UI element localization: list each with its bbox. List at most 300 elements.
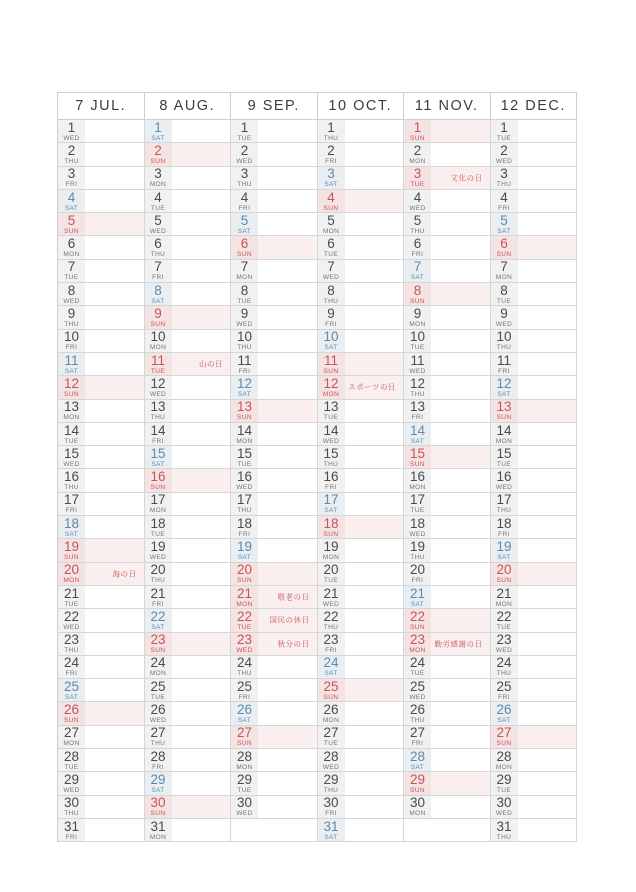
day-number: 18 [63,516,80,531]
day-cell-dec-30 [491,796,578,819]
day-of-week-label: SAT [324,670,338,678]
day-cell-jul-5 [58,213,145,236]
day-number-box [404,446,431,468]
day-cell-oct-16 [318,469,405,492]
day-cell-dec-14 [491,423,578,446]
day-number-box [318,400,345,422]
day-of-week-label: THU [150,251,166,259]
day-number: 6 [500,236,508,252]
day-number: 20 [63,562,80,578]
day-of-week-label: MON [236,600,253,608]
day-of-week-label: SUN [496,740,512,748]
day-of-week-label: THU [150,740,166,748]
day-number: 19 [236,539,253,554]
day-number: 10 [63,329,80,345]
day-number-box [231,400,258,422]
day-number-box [58,353,85,375]
day-number-box [404,609,431,631]
day-of-week-label: FRI [411,251,424,259]
day-number-box [404,120,431,142]
day-number-box [145,772,172,794]
day-cell-aug-4 [145,190,232,213]
day-number-box [318,563,345,585]
day-number: 19 [496,539,512,554]
day-number-box [145,283,172,305]
day-of-week-label: FRI [65,833,78,841]
day-of-week-label: MON [409,157,426,165]
day-number-box [231,726,258,748]
day-cell-oct-29 [318,772,405,795]
day-cell-nov-15 [404,446,491,469]
day-of-week-label: SUN [496,577,512,585]
day-number: 23 [323,632,339,648]
day-cell-aug-19 [145,539,232,562]
day-of-week-label: SUN [237,251,252,259]
day-number: 6 [327,236,335,252]
day-cell-oct-5 [318,213,405,236]
day-cell-aug-26 [145,702,232,725]
day-of-week-label: FRI [498,204,510,212]
day-number: 29 [496,772,512,787]
day-number: 27 [150,725,166,741]
day-cell-jul-29 [58,772,145,795]
day-of-week-label: THU [410,227,425,235]
day-of-week-label: FRI [411,740,424,748]
day-of-week-label: TUE [410,344,425,352]
day-number-box [145,446,172,468]
day-number: 22 [323,609,339,624]
day-number-box [58,539,85,561]
holiday-label: 海の日 [112,569,137,579]
day-number: 15 [496,446,512,461]
day-number-box [231,563,258,585]
day-number: 5 [413,213,422,228]
day-cell-aug-21 [145,586,232,609]
day-number-box [231,586,258,608]
day-number: 3 [240,166,249,182]
day-cell-aug-18 [145,516,232,539]
day-number-box [145,586,172,608]
day-cell-oct-18 [318,516,405,539]
day-number-box [231,283,258,305]
month-header-nov: 11 NOV. [404,93,491,120]
day-number-box [231,679,258,701]
day-number-box [491,749,518,771]
day-of-week-label: TUE [496,623,512,631]
day-of-week-label: WED [63,623,80,631]
day-cell-sep-1 [231,120,318,143]
month-header-sep: 9 SEP. [231,93,318,120]
day-of-week-label: MON [236,274,253,282]
day-cell-oct-4 [318,190,405,213]
day-number-box [491,213,518,235]
day-number: 2 [327,143,335,158]
day-cell-aug-22 [145,609,232,632]
day-number-box [231,423,258,445]
day-cell-aug-16 [145,469,232,492]
day-number-box [231,446,258,468]
day-number: 28 [496,749,512,764]
day-number: 13 [496,399,512,415]
day-of-week-label: TUE [150,204,166,212]
day-number-box [404,353,431,375]
day-cell-sep-27 [231,726,318,749]
day-number: 9 [240,306,249,322]
day-cell-nov-29 [404,772,491,795]
day-number: 21 [236,585,253,601]
day-number: 1 [154,120,162,135]
day-of-week-label: WED [322,274,340,282]
day-number: 7 [327,259,335,275]
day-of-week-label: TUE [323,740,339,748]
day-number-box [318,376,345,398]
day-cell-nov-1 [404,120,491,143]
day-cell-sep-18 [231,516,318,539]
day-number: 9 [327,306,335,322]
day-number-box [404,236,431,258]
day-cell-dec-8 [491,283,578,306]
day-number: 12 [323,376,339,391]
day-of-week-label: FRI [325,647,337,655]
day-number: 20 [150,562,166,578]
day-cell-sep-26 [231,702,318,725]
day-number-box [145,469,172,491]
day-cell-oct-6 [318,236,405,259]
day-of-week-label: MON [63,414,80,422]
day-cell-oct-9 [318,306,405,329]
day-cell-sep-11 [231,353,318,376]
day-number: 29 [150,772,166,787]
day-cell-jul-24 [58,656,145,679]
day-number-box [318,586,345,608]
day-number-box [145,749,172,771]
day-cell-sep-10 [231,330,318,353]
day-of-week-label: FRI [152,437,164,445]
day-number: 20 [323,562,339,578]
day-number: 17 [496,492,512,508]
day-number-box [404,749,431,771]
day-number: 5 [154,213,162,228]
day-of-week-label: THU [496,507,512,515]
day-number: 21 [63,585,80,601]
day-cell-jul-6 [58,236,145,259]
day-of-week-label: THU [496,181,512,189]
day-number-box [404,213,431,235]
day-number-box [145,353,172,375]
day-number: 21 [409,585,426,601]
day-number-box [231,236,258,258]
day-cell-nov-24 [404,656,491,679]
day-number-box [231,376,258,398]
day-number-box [318,306,345,328]
day-number-box [404,330,431,352]
day-number: 29 [323,772,339,787]
day-number-box [145,516,172,538]
day-number-box [318,190,345,212]
day-number: 10 [409,329,426,345]
day-cell-dec-5 [491,213,578,236]
day-number: 22 [409,609,426,624]
day-number: 31 [496,818,512,834]
day-number-box [404,306,431,328]
day-cell-jul-20 [58,563,145,586]
day-number-box [491,586,518,608]
day-number-box [145,167,172,189]
day-number-box [231,353,258,375]
day-number: 16 [409,469,426,485]
day-number: 1 [327,120,335,135]
day-of-week-label: WED [409,367,426,375]
day-number-box [318,283,345,305]
day-of-week-label: MON [236,763,253,771]
day-cell-dec-12 [491,376,578,399]
day-of-week-label: WED [236,647,253,655]
day-number: 10 [496,329,512,345]
day-cell-aug-17 [145,493,232,516]
day-cell-nov-22 [404,609,491,632]
day-of-week-label: SUN [410,134,425,142]
day-cell-jul-13 [58,400,145,423]
day-of-week-label: FRI [238,204,251,212]
day-number: 3 [500,166,508,182]
day-number: 24 [323,655,339,671]
day-number-box [318,609,345,631]
day-cell-jul-2 [58,143,145,166]
day-cell-aug-20 [145,563,232,586]
day-number-box [145,306,172,328]
day-number: 9 [500,306,508,322]
day-of-week-label: WED [322,437,340,445]
day-number-box [58,749,85,771]
day-number-box [145,143,172,165]
day-cell-dec-2 [491,143,578,166]
half-year-calendar [57,92,577,842]
day-number: 27 [63,725,80,741]
day-cell-sep-30 [231,796,318,819]
day-of-week-label: WED [495,321,513,329]
day-number-box [318,213,345,235]
day-cell-aug-13 [145,400,232,423]
day-of-week-label: TUE [323,251,339,259]
day-of-week-label: WED [495,810,513,818]
day-number-box [318,679,345,701]
day-of-week-label: TUE [237,460,252,468]
day-of-week-label: FRI [65,344,78,352]
day-of-week-label: THU [64,157,79,165]
day-cell-aug-24 [145,656,232,679]
day-number: 12 [150,376,166,391]
day-cell-sep-23 [231,633,318,656]
day-of-week-label: SUN [150,157,166,165]
day-of-week-label: TUE [64,763,79,771]
day-of-week-label: SUN [410,460,425,468]
day-of-week-label: SUN [64,227,79,235]
empty-cell-sep [231,819,318,842]
day-number: 30 [63,795,80,811]
day-cell-aug-28 [145,749,232,772]
day-cell-nov-19 [404,539,491,562]
day-number-box [58,190,85,212]
day-number: 16 [150,469,166,485]
day-cell-nov-4 [404,190,491,213]
day-of-week-label: SUN [237,740,252,748]
day-number: 11 [323,352,338,368]
day-cell-dec-23 [491,633,578,656]
day-cell-dec-13 [491,400,578,423]
day-number-box [145,702,172,724]
day-of-week-label: THU [237,670,252,678]
day-cell-sep-22 [231,609,318,632]
day-cell-oct-15 [318,446,405,469]
day-cell-nov-6 [404,236,491,259]
day-cell-oct-26 [318,702,405,725]
day-number: 13 [63,399,80,415]
day-number: 23 [63,632,80,648]
day-number-box [58,283,85,305]
day-of-week-label: MON [63,577,80,585]
day-cell-dec-27 [491,726,578,749]
day-number-box [491,493,518,515]
day-number: 25 [236,679,253,694]
day-cell-aug-27 [145,726,232,749]
day-number-box [58,167,85,189]
day-number-box [145,376,172,398]
day-number-box [231,330,258,352]
day-of-week-label: SUN [323,367,339,375]
day-number: 19 [150,539,166,554]
day-number: 20 [496,562,512,578]
day-number: 2 [413,143,422,158]
day-number-box [58,376,85,398]
day-cell-jul-4 [58,190,145,213]
day-number-box [231,516,258,538]
day-of-week-label: THU [496,670,512,678]
day-number: 15 [236,446,253,461]
day-cell-jul-26 [58,702,145,725]
day-number-box [145,190,172,212]
day-number: 18 [496,516,512,531]
day-cell-sep-15 [231,446,318,469]
holiday-label: 敬老の日 [277,592,310,602]
day-cell-sep-17 [231,493,318,516]
day-number-box [231,493,258,515]
day-number-box [491,167,518,189]
day-number-box [231,656,258,678]
day-number: 4 [413,189,422,205]
day-number-box [58,330,85,352]
day-of-week-label: SUN [323,530,339,538]
day-number-box [491,469,518,491]
day-number: 31 [63,818,80,834]
day-of-week-label: THU [237,507,252,515]
day-number-box [491,819,518,841]
day-of-week-label: SUN [496,414,512,422]
day-of-week-label: WED [149,553,167,561]
day-number: 2 [67,143,76,158]
day-of-week-label: SUN [64,553,79,561]
day-number: 28 [323,749,339,764]
day-of-week-label: WED [409,530,426,538]
day-of-week-label: THU [64,647,79,655]
day-cell-oct-30 [318,796,405,819]
day-of-week-label: SAT [151,134,165,142]
day-number-box [318,260,345,282]
day-of-week-label: THU [323,134,339,142]
day-of-week-label: SAT [151,623,165,631]
day-number-box [145,679,172,701]
day-number: 22 [150,609,166,624]
day-of-week-label: WED [322,600,340,608]
day-number-box [318,796,345,818]
day-of-week-label: SUN [237,577,252,585]
day-cell-nov-26 [404,702,491,725]
day-number-box [145,423,172,445]
day-number-box [58,586,85,608]
day-number-box [58,423,85,445]
day-number: 13 [409,399,426,415]
day-cell-nov-21 [404,586,491,609]
day-number: 1 [413,120,422,135]
day-of-week-label: THU [323,297,339,305]
day-cell-sep-21 [231,586,318,609]
day-number-box [145,726,172,748]
day-number-box [491,376,518,398]
day-cell-dec-9 [491,306,578,329]
day-cell-jul-27 [58,726,145,749]
day-of-week-label: MON [322,553,340,561]
day-number-box [58,772,85,794]
day-of-week-label: SAT [64,530,79,538]
day-number: 24 [63,655,80,671]
day-number-box [404,772,431,794]
day-cell-dec-16 [491,469,578,492]
day-cell-aug-12 [145,376,232,399]
day-cell-nov-2 [404,143,491,166]
day-cell-nov-16 [404,469,491,492]
day-number: 5 [240,213,249,228]
day-number-box [58,656,85,678]
day-cell-aug-10 [145,330,232,353]
day-cell-dec-10 [491,330,578,353]
day-of-week-label: FRI [498,530,510,538]
day-cell-dec-25 [491,679,578,702]
day-of-week-label: MON [149,507,167,515]
day-number-box [318,516,345,538]
day-of-week-label: WED [495,484,513,492]
day-number: 29 [63,772,80,787]
day-number: 16 [236,469,253,485]
day-number: 17 [63,492,80,508]
day-number-box [145,796,172,818]
day-number: 25 [150,679,166,694]
day-cell-sep-24 [231,656,318,679]
day-cell-jul-15 [58,446,145,469]
day-number-box [231,260,258,282]
day-of-week-label: MON [495,437,513,445]
day-of-week-label: SUN [150,484,166,492]
day-of-week-label: FRI [325,484,337,492]
day-number: 3 [327,166,335,182]
day-of-week-label: WED [63,297,80,305]
day-cell-dec-20 [491,563,578,586]
day-of-week-label: THU [323,623,339,631]
day-number: 3 [67,166,76,182]
day-number: 25 [409,679,426,694]
day-number-box [404,423,431,445]
day-cell-jul-22 [58,609,145,632]
day-of-week-label: THU [64,484,79,492]
day-number-box [58,213,85,235]
